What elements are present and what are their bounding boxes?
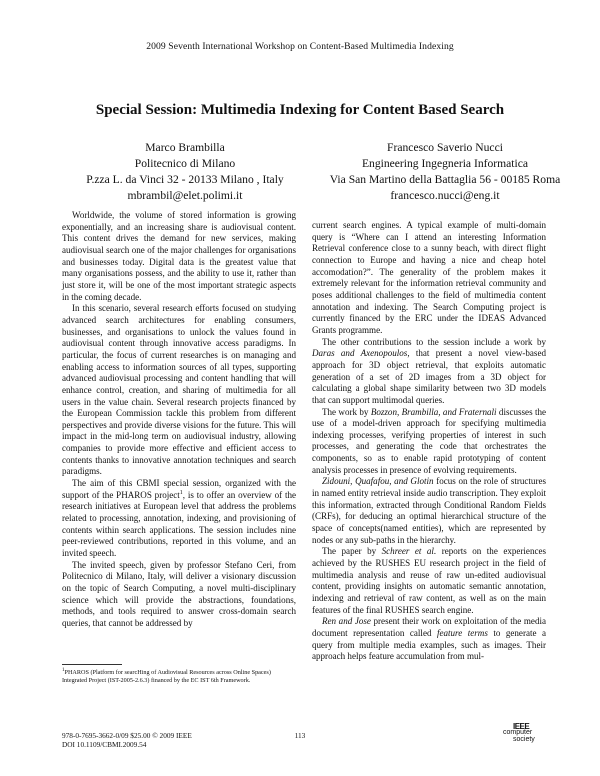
text-span: discusses the use of a model-driven approach for specifying multimedia indexing processes, verifying properties of interest in such processes, and generating the code that orchestrates the components, so as to enable rapid prototyping of content analysis processes in presence of evolving requirements. [312, 406, 547, 475]
text-span: The work by [322, 406, 369, 417]
term: feature terms [436, 627, 488, 638]
footnote-number: 1 [62, 667, 65, 673]
author-email[interactable]: francesco.nucci@eng.it [390, 189, 500, 202]
doi-line[interactable]: DOI 10.1109/CBMI.2009.54 [62, 740, 147, 749]
paragraph: The invited speech, given by professor Stefano Ceri, from Politecnico di Milano, Italy, will deliver a visionary discussion on the topic of Search Computing, a novel multi-disciplinary science which will provide the abstractions, foundations, methods, and tools required to answer cross-domain search queries, that cannot be addressed by [62, 559, 296, 628]
footnote-marker[interactable]: 1 [179, 489, 183, 496]
text-span: to generate a query from multiple media examples, such as images. Their approach helps feature accumulation from mul- [312, 627, 546, 662]
cited-authors: Zidouni, Quafafou, and Glotin [322, 476, 434, 487]
paper-title: Special Session: Multimedia Indexing for Content Based Search [95, 102, 505, 118]
author-affiliation: Politecnico di Milano [134, 157, 236, 170]
left-column [62, 210, 296, 630]
conference-header: 2009 Seventh International Workshop on Content-Based Multimedia Indexing [146, 41, 454, 52]
author-block-1 [60, 140, 310, 204]
paragraph [62, 478, 296, 560]
copyright-block [62, 731, 192, 749]
ieee-computer-society-logo [503, 722, 545, 748]
page-number: 113 [294, 731, 306, 740]
author-block-2 [300, 140, 590, 204]
paragraph: Worldwide, the volume of stored information is growing exponentially, and an increasing share is audiovisual content. This content drives the demand for new services, making audiovisual search one of the major challenges for organisations and businesses today. Digital data is the greatest value that many organisations possess, and the ability to use it, rather than just store it, will be one of the most important strategic aspects in the coming decade. [62, 210, 296, 302]
paragraph: current search engines. A typical example of multi-domain query is “Where can I attend an interesting Information Retrieval conference close to a sunny beach, with direct flight connection to Europe and having a nice and cheap hotel accomodation?”. The generality of the problem makes it extremely relevant for the information retrieval community and poses additional challenges to the field of multimedia content annotation and indexing. The Search Computing project is currently financed by the ERC under the IDEAS Advanced Grants programme. [312, 220, 546, 335]
text-span: reports on the experiences achieved by the RUSHES EU research project in the field of multimedia analysis and reuse of raw un-edited audiovisual content, providing insights on automatic semantic annotation, indexing and retrieval of raw content, as well as on the main features of the final RUSHES search engine. [312, 546, 547, 615]
text-span: present their work on exploitation of the media document representation called [312, 616, 546, 638]
text-span: The paper by [322, 546, 377, 557]
cited-authors: Daras and Axenopoulos [312, 348, 408, 359]
right-column [312, 220, 546, 663]
footnote [62, 669, 296, 685]
logo-line: computer [503, 729, 533, 736]
author-address: Via San Martino della Battaglia 56 - 00185 Roma [329, 173, 561, 186]
isbn-line: 978-0-7695-3662-0/09 $25.00 © 2009 IEEE [62, 731, 192, 740]
author-affiliation: Engineering Ingegneria Informatica [361, 157, 529, 170]
paragraph [312, 546, 546, 616]
text-span: , that present a novel view-based approach for 3D object retrieval, that exploits automatic generation of a set of 2D images from a 3D object for calculating a global shape similarity between two 3D models that can support multimodal queries. [312, 348, 546, 405]
text-span: , is to offer an overview of the research initiatives at European level that address the problems related to processing, annotation, indexing, and provisioning of contents within search applications. The session includes nine peer-reviewed contributions, reported in this volume, and an invited speech. [62, 489, 297, 559]
logo-ieee-text: IEEE [513, 722, 530, 731]
cited-authors: Ren and Jose [322, 616, 371, 627]
logo-society-text [503, 729, 549, 743]
author-email[interactable]: mbrambil@elet.polimi.it [127, 189, 243, 202]
paragraph: In this scenario, several research efforts focused on studying advanced search architectures for enabling consumers, businesses, and organisations to unlock the values found in audiovisual content through innovative access paradigms. In particular, the focus of current researches is on managing and enabling access to information sources of all types, supporting advanced audiovisual processing and content handling that will enhance control, creation, and sharing of multimedia for all users in the value chain. Several research projects financed by the European Commission tackle this problem from different perspectives and provide diverse visions for the future. This will impact in the mid-long term on audiovisual industry, allowing companies to provide more effective and efficient access to contents thanks to innovative annotation techniques and search paradigms. [62, 303, 296, 477]
paragraph [312, 337, 546, 407]
paragraph [312, 476, 546, 546]
cited-authors: Schreer et al. [381, 546, 437, 557]
text-span: The other contributions to the session include a work by [322, 336, 546, 347]
author-name: Francesco Saverio Nucci [387, 141, 503, 154]
footnote-divider [62, 664, 122, 665]
author-name: Marco Brambilla [145, 141, 225, 154]
cited-authors: Bozzon, Brambilla, and Fraternali [370, 406, 497, 417]
footnote-text: PHAROS (Platform for searcHing of Audiovisual Resources across Online Spaces) Integrated Project (IST-2005-2.6.3) financed by the EC IST 6th Framework. [62, 669, 271, 684]
text-span: focus on the role of structures in named entity retrieval inside audio transcription. They exploit this information, extracted through Conditional Random Fields (CRFs), for deducing an optimal hierarchical structure of the space of concepts(named entities), which are represented by nodes or any sub-paths in the hierarchy. [312, 476, 546, 545]
paragraph [312, 616, 546, 663]
paragraph [312, 407, 546, 477]
logo-line: society [513, 736, 535, 743]
text-span: The aim of this CBMI special session, organized with the support of the PHAROS project [62, 478, 296, 500]
author-address: P.zza L. da Vinci 32 - 20133 Milano , Italy [86, 173, 284, 186]
